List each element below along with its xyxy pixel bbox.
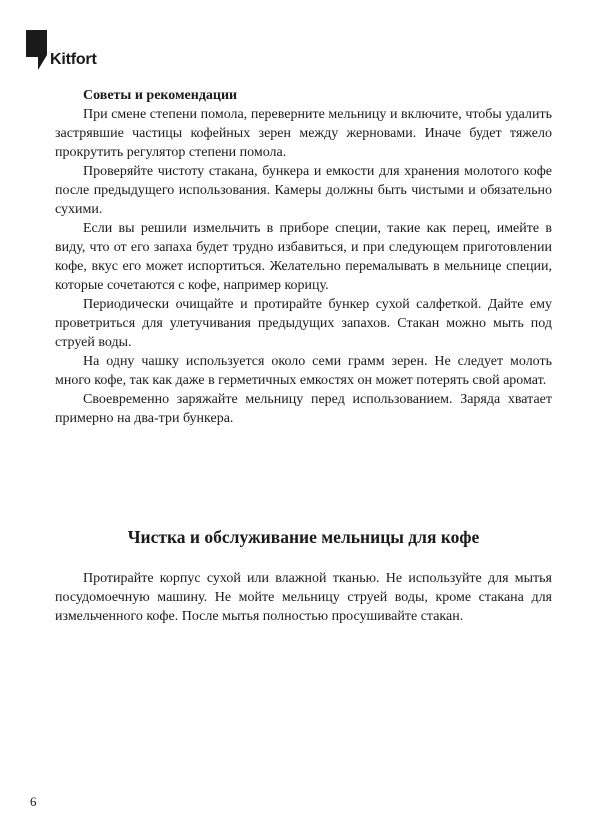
- brand-name: Kitfort: [50, 51, 97, 68]
- tips-section: [55, 86, 552, 428]
- paragraph: Проверяйте чистоту стакана, бункера и емкости для хранения молотого кофе после предыдущего использования. Камеры должны быть чистыми и обязательно сухими.: [55, 164, 552, 217]
- cleaning-section: [55, 569, 552, 626]
- paragraph: Протирайте корпус сухой или влажной тканью. Не используйте для мытья посудомоечную машину. Не мойте мельницу струей воды, кроме стакана для измельченного кофе. После мытья полностью просушивайте стакан.: [55, 571, 552, 624]
- kitfort-logo-mark-icon: [26, 30, 47, 70]
- paragraph: Своевременно заряжайте мельницу перед использованием. Заряда хватает примерно на два-три бункера.: [55, 392, 552, 426]
- paragraph: На одну чашку используется около семи грамм зерен. Не следует молоть много кофе, так как даже в герметичных емкостях он может потерять свой аромат.: [55, 354, 552, 388]
- section-title: Советы и рекомендации: [83, 88, 238, 103]
- paragraph: При смене степени помола, переверните мельницу и включите, чтобы удалить застрявшие частицы кофейных зерен между жерновами. Иначе будет тяжело прокрутить регулятор степени помола.: [55, 107, 552, 160]
- section-heading: Чистка и обслуживание мельницы для кофе: [127, 527, 480, 547]
- brand-logo: [26, 30, 97, 70]
- paragraph: Если вы решили измельчить в приборе специи, такие как перец, имейте в виду, что от его запаха будет трудно избавиться, и при следующем приготовлении кофе, вкус его может испортиться. Желательно перемалывать в мельнице специи, которые сочетаются с кофе, например корицу.: [55, 221, 552, 293]
- page-number: 6: [30, 794, 37, 809]
- paragraph: Периодически очищайте и протирайте бункер сухой салфеткой. Дайте ему проветриться для улетучивания предыдущих запахов. Стакан можно мыть под струей воды.: [55, 297, 552, 350]
